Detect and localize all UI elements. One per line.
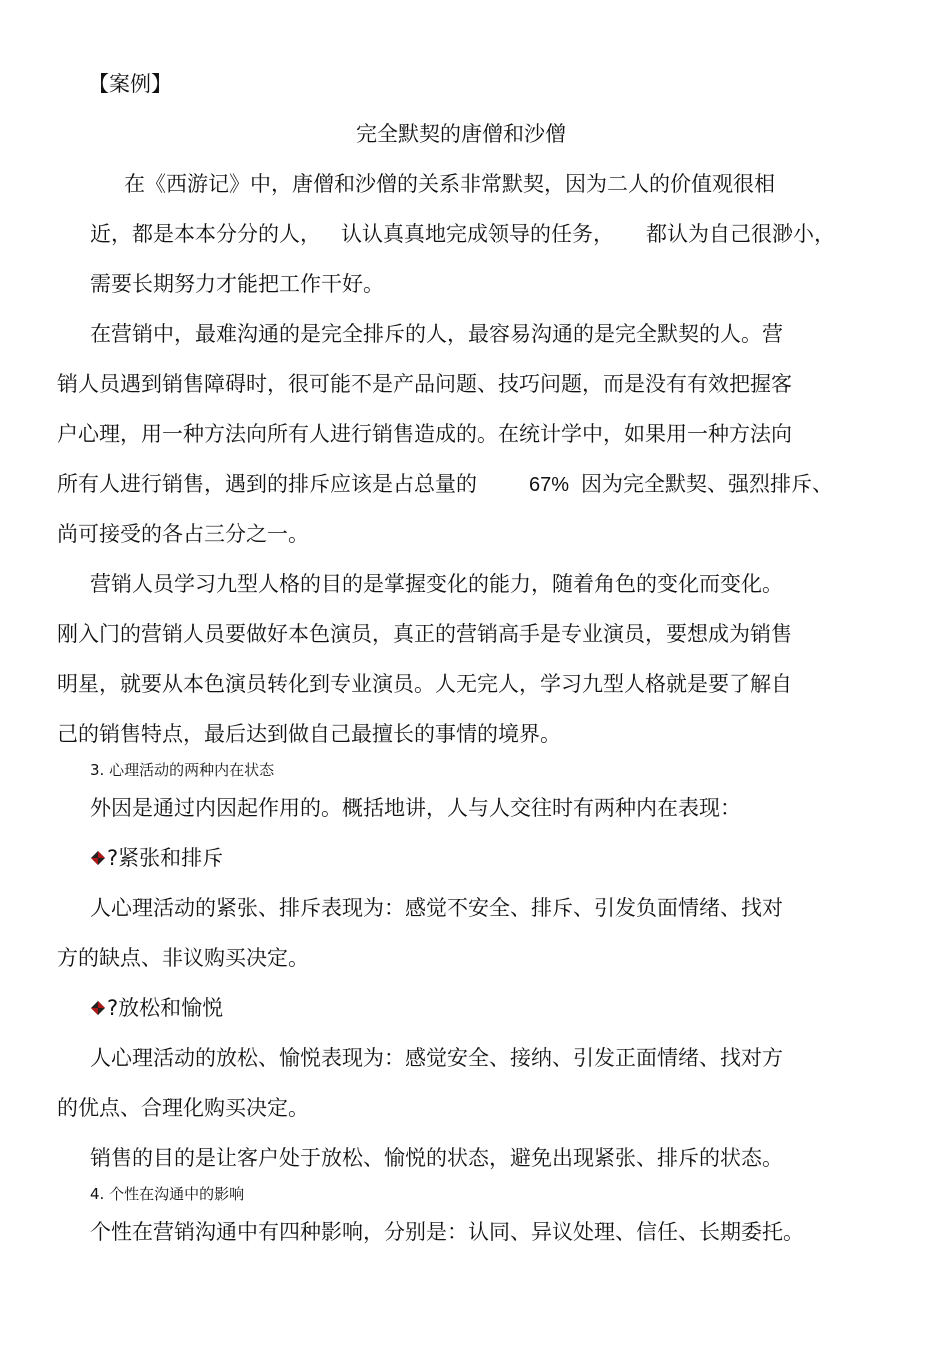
paragraph-line: 在营销中，最难沟通的是完全排斥的人，最容易沟通的是完全默契的人。营 (90, 322, 783, 346)
paragraph-line: 方的缺点、非议购买决定。 (57, 946, 309, 970)
section-3-heading: 3. 心理活动的两种内在状态 (90, 761, 275, 779)
text-segment: 所有人进行销售，遇到的排斥应该是占总量的 (57, 472, 477, 496)
paragraph-line (90, 219, 835, 249)
section-3-intro: 外因是通过内因起作用的。概括地讲，人与人交往时有两种内在表现： (90, 796, 741, 820)
paragraph-line: 需要长期努力才能把工作干好。 (90, 272, 384, 296)
paragraph-line: 己的销售特点，最后达到做自己最擅长的事情的境界。 (57, 722, 561, 746)
case-label: 【案例】 (88, 72, 172, 96)
section-3-conclusion: 销售的目的是让客户处于放松、愉悦的状态，避免出现紧张、排斥的状态。 (90, 1146, 783, 1170)
paragraph-line: 刚入门的营销人员要做好本色演员，真正的营销高手是专业演员，要想成为销售 (57, 622, 792, 646)
paragraph-line: 营销人员学习九型人格的目的是掌握变化的能力，随着角色的变化而变化。 (90, 572, 783, 596)
paragraph-line: 尚可接受的各占三分之一。 (57, 522, 309, 546)
bullet-item-tension (90, 843, 223, 873)
text-segment: 认认真真地完成领导的任务， (341, 222, 614, 246)
text-segment: 都认为自己很渺小， (646, 222, 835, 246)
case-title: 完全默契的唐僧和沙僧 (356, 122, 566, 146)
paragraph-line: 人心理活动的放松、愉悦表现为：感觉安全、接纳、引发正面情绪、找对方 (90, 1046, 783, 1070)
paragraph-line: 明星，就要从本色演员转化到专业演员。人无完人，学习九型人格就是要了解自 (57, 672, 792, 696)
diamond-bullet-icon (90, 1000, 106, 1016)
section-4-heading: 4. 个性在沟通中的影响 (90, 1185, 245, 1203)
text-segment: 因为完全默契、强烈排斥、 (581, 472, 834, 496)
paragraph-line: 户心理，用一种方法向所有人进行销售造成的。在统计学中，如果用一种方法向 (57, 422, 792, 446)
bullet-label: ?紧张和排斥 (107, 846, 224, 870)
paragraph-line: 的优点、合理化购买决定。 (57, 1096, 309, 1120)
paragraph-line: 在《西游记》中，唐僧和沙僧的关系非常默契，因为二人的价值观很相 (124, 172, 775, 196)
paragraph-line (57, 469, 833, 500)
paragraph-line: 人心理活动的紧张、排斥表现为：感觉不安全、排斥、引发负面情绪、找对 (90, 896, 783, 920)
paragraph-line: 销人员遇到销售障碍时，很可能不是产品问题、技巧问题，而是没有有效把握客 (57, 372, 792, 396)
bullet-item-relaxation (90, 993, 223, 1023)
section-4-text: 个性在营销沟通中有四种影响，分别是：认同、异议处理、信任、长期委托。 (90, 1220, 804, 1244)
bullet-label: ?放松和愉悦 (107, 996, 224, 1020)
diamond-bullet-icon (90, 850, 106, 866)
percent-value: 67% (529, 474, 570, 496)
text-segment: 近，都是本本分分的人， (90, 222, 321, 246)
